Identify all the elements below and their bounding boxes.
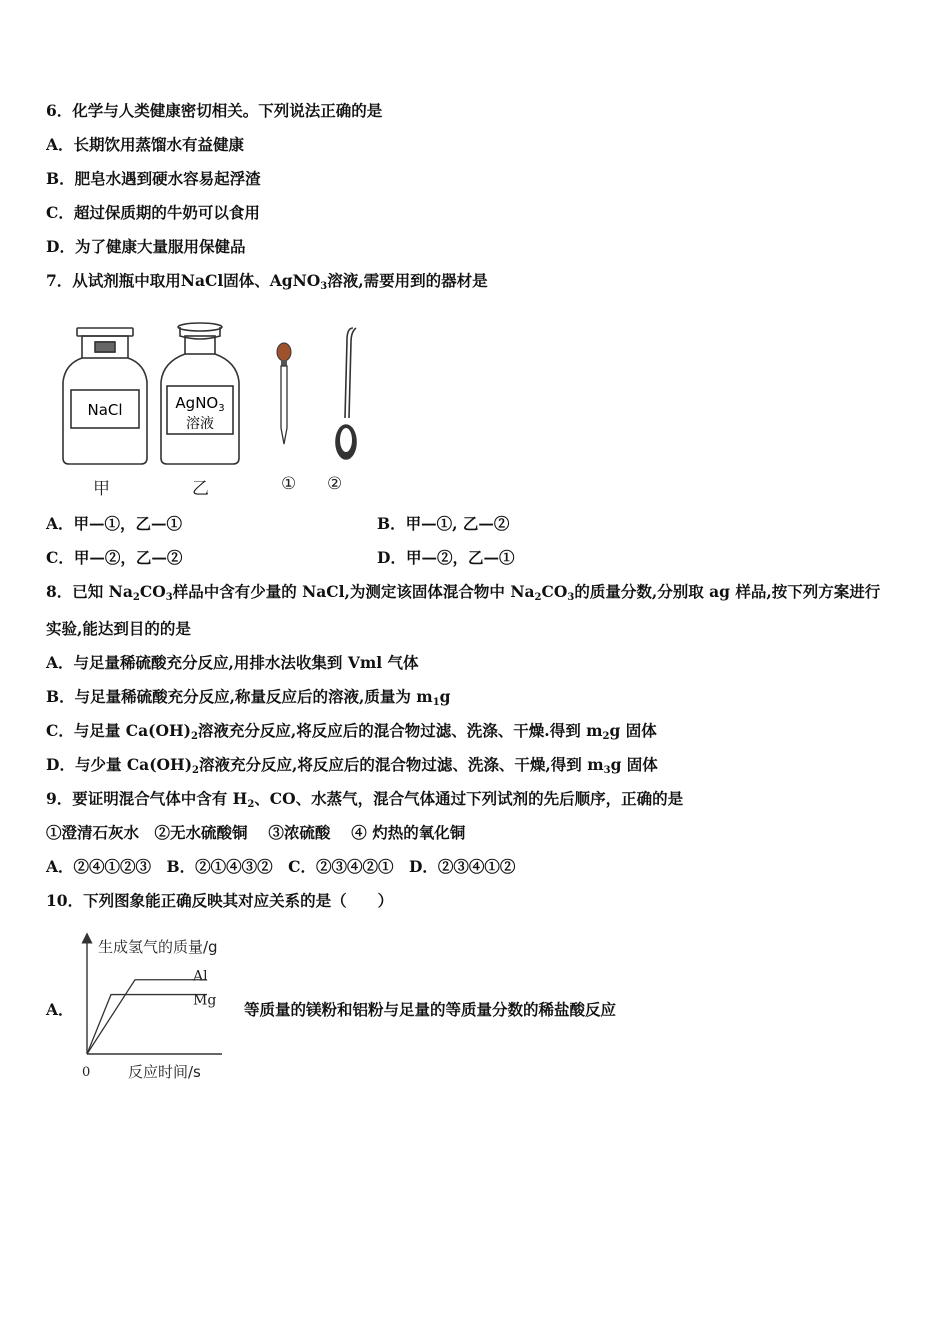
spoon-icon xyxy=(336,328,356,459)
q9-reagents: ①澄清石灰水 ②无水硫酸铜 ③浓硫酸 ④ 灼热的氧化铜 xyxy=(46,823,466,842)
bottle-yi-label-line2: 溶液 xyxy=(186,416,214,432)
q7-stem: 7．从试剂瓶中取用NaCl固体、AgNO$_3$溶液,需要用到的器材是 xyxy=(46,271,488,292)
x-axis-label: 反应时间/s xyxy=(128,1063,201,1081)
q6-option-c: C．超过保质期的牛奶可以食用 xyxy=(46,203,260,222)
q6-stem: 6．化学与人类健康密切相关。下列说法正确的是 xyxy=(46,101,383,120)
bottle-yi-label-main: AgNO$_3$ xyxy=(175,394,225,414)
q7-apparatus-figure xyxy=(55,318,375,500)
hydrogen-mass-chart xyxy=(72,930,242,1085)
q7-option-c: C．甲—②，乙—② xyxy=(46,548,183,567)
q8-stem-line1: 8．已知 $Na_2CO_3$样品中含有少量的 NaCl,为测定该固体混合物中 $Na_2CO_3$的质量分数,分别取 ag 样品,按下列方案进行 xyxy=(46,582,881,603)
q9-options: A．②④①②③ B．②①④③② C．②③④②① D．②③④①② xyxy=(46,857,516,876)
q7-option-a: A．甲—①，乙—① xyxy=(46,514,183,533)
series-label-mg: Mg xyxy=(193,992,217,1009)
series-label-al: Al xyxy=(193,968,208,985)
q8-stem-line2: 实验,能达到目的的是 xyxy=(46,619,191,638)
bottle-jia-label: NaCl xyxy=(87,401,123,419)
q6-option-a: A．长期饮用蒸馏水有益健康 xyxy=(46,135,245,154)
q10-option-a-label: A． xyxy=(46,1000,74,1019)
q8-option-d: D．与少量 $Ca(OH)_2$溶液充分反应,将反应后的混合物过滤、洗涤、干燥,得到 $m_3g$ 固体 xyxy=(46,755,658,776)
q8-option-c: C．与足量 $Ca(OH)_2$溶液充分反应,将反应后的混合物过滤、洗涤、干燥.得到 $m_2g$ 固体 xyxy=(46,721,657,742)
y-axis-label: 生成氢气的质量/g xyxy=(98,938,218,956)
q8-option-a: A．与足量稀硫酸充分反应,用排水法收集到 Vml 气体 xyxy=(46,653,419,672)
q6-option-b: B．肥皂水遇到硬水容易起浮渣 xyxy=(46,169,261,188)
q7-option-b: B．甲—①, 乙—② xyxy=(377,514,510,533)
caption-yi: 乙 xyxy=(192,479,209,499)
q9-stem: 9．要证明混合气体中含有 $H_2$、CO、水蒸气，混合气体通过下列试剂的先后顺序，正确的是 xyxy=(46,789,684,810)
q6-option-d: D．为了健康大量服用保健品 xyxy=(46,237,246,256)
caption-jia: 甲 xyxy=(93,479,110,499)
q7-option-d: D．甲—②，乙—① xyxy=(377,548,515,567)
apparatus-drawing xyxy=(55,318,375,468)
q10-chart xyxy=(72,930,242,1085)
caption-2: ② xyxy=(327,474,343,494)
dropper-icon xyxy=(277,343,291,444)
caption-1: ① xyxy=(281,474,297,494)
q8-option-b: B．与足量稀硫酸充分反应,称量反应后的溶液,质量为 $m_1g$ xyxy=(46,687,451,708)
origin-label: 0 xyxy=(82,1065,91,1080)
series-line-al xyxy=(87,980,207,1054)
bottle-jia-icon xyxy=(63,328,147,464)
series-line-mg xyxy=(87,995,207,1054)
q10-stem: 10．下列图象能正确反映其对应关系的是（ ） xyxy=(46,891,394,910)
q10-option-a-text: 等质量的镁粉和铝粉与足量的等质量分数的稀盐酸反应 xyxy=(244,1000,617,1019)
